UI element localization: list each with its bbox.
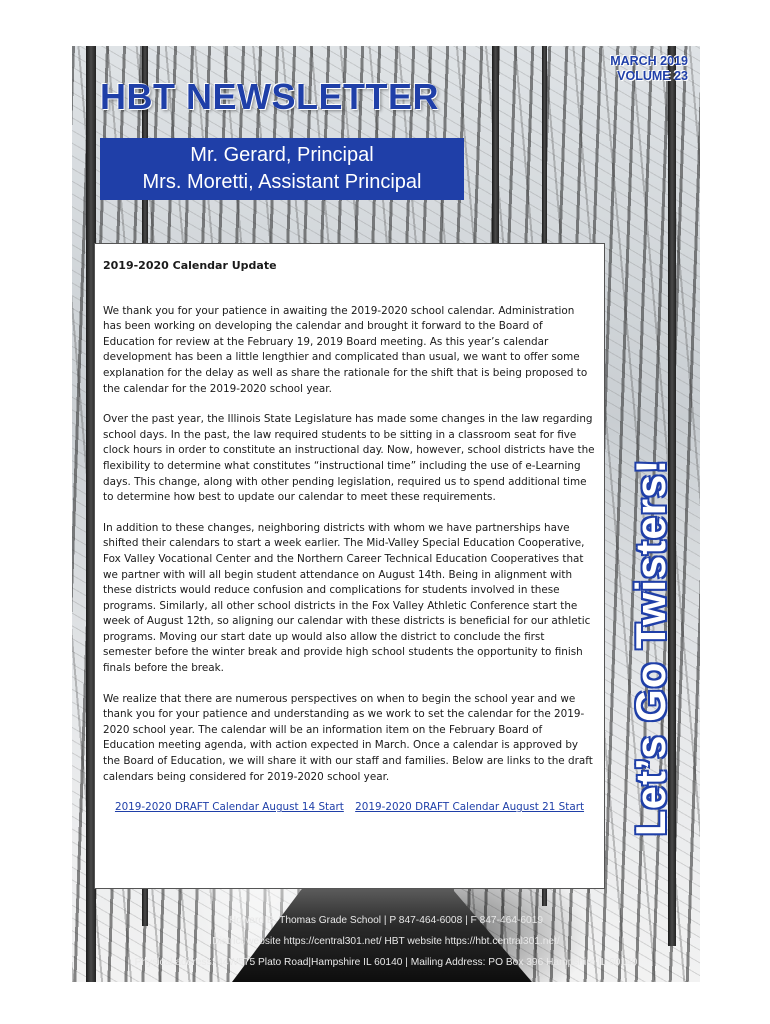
article-paragraph: We realize that there are numerous perspectives on when to begin the school year and we thank you for your patience and understanding as we work to set the calendar for the 2019-2020 school year. The calendar will be an information item on the February Board of Education meeting agenda, with action expected in March. Once a calendar is approved by the Board of Education, we will share it with our staff and families. Below are links to the draft calendars being considered for 2019-2020 school year.: [103, 692, 593, 783]
footer-phone-line: Howard B. Thomas Grade School | P 847-464-6008 | F 847-464-6019: [228, 915, 544, 926]
issue-info: [610, 54, 688, 84]
article-heading: 2019-2020 Calendar Update: [103, 259, 277, 272]
footer-contact: [72, 910, 700, 973]
issue-volume: VOLUME 23: [617, 69, 688, 83]
article-paragraph: In addition to these changes, neighboring districts with whom we have partnerships have shifted their calendars to start a week earlier. The Mid-Valley Special Education Cooperative, Fox Valley Vocational Center and the Northern Career Technical Education Cooperatives that we partner with will all begin student attendance on August 14th. Being in alignment with these districts would reduce confusion and complications for students involved in these programs. Similarly, all other school districts in the Fox Valley Athletic Conference start the week of August 12th, so aligning our calendar with these districts is beneficial for our athletic programs. Moving our start date up would also allow the district to conclude the first semester before the winter break and provide high school students the opportunity to finish finals before the break.: [103, 521, 591, 675]
principal-name: Mr. Gerard, Principal: [190, 144, 374, 166]
calendar-link-aug-14[interactable]: 2019-2020 DRAFT Calendar August 14 Start: [114, 801, 344, 814]
assistant-principal-name: Mrs. Moretti, Assistant Principal: [142, 171, 422, 193]
newsletter-title: HBT NEWSLETTER: [100, 76, 439, 117]
footer-website-line: District website https://central301.net/ HBT website https://hbt.central301.net/: [212, 936, 560, 947]
calendar-link-aug-21[interactable]: 2019-2020 DRAFT Calendar August 21 Start: [355, 801, 585, 814]
article-box: [94, 243, 605, 889]
article-paragraph: Over the past year, the Illinois State Legislature has made some changes in the law regarding school days. In the past, the law required students to be sitting in a classroom seat for five clock hours in order to constitute an instructional day. Now, however, school districts have the flexibility to determine what constitutes “instructional time” including the use of e-Learning days. This change, along with other pending legislation, required us to spend additional time to determine how best to update our calendar to meet these requirements.: [103, 413, 595, 504]
article-paragraph: We thank you for your patience in awaiting the 2019-2020 school calendar. Administration has been working on developing the calendar and brought it forward to the Board of Education for review at the February 19, 2019 Board meeting. As this year’s calendar development has been a little lengthier and complicated than usual, we want to offer some explanation for the delay as well as share the rationale for the shift that is being proposed to the calendar for the 2019-2020 school year.: [103, 304, 588, 395]
footer-address-line: Physical address: 44W575 Plato Road|Hampshire IL 60140 | Mailing Address: PO Box 396 Hampshire IL 60140: [134, 957, 638, 968]
calendar-links: [103, 800, 596, 816]
slogan-vertical: Let’s Go Twisters!: [627, 458, 674, 836]
issue-date: MARCH 2019: [610, 54, 688, 68]
principals-banner: [100, 138, 464, 200]
newsletter-page: [72, 46, 700, 982]
